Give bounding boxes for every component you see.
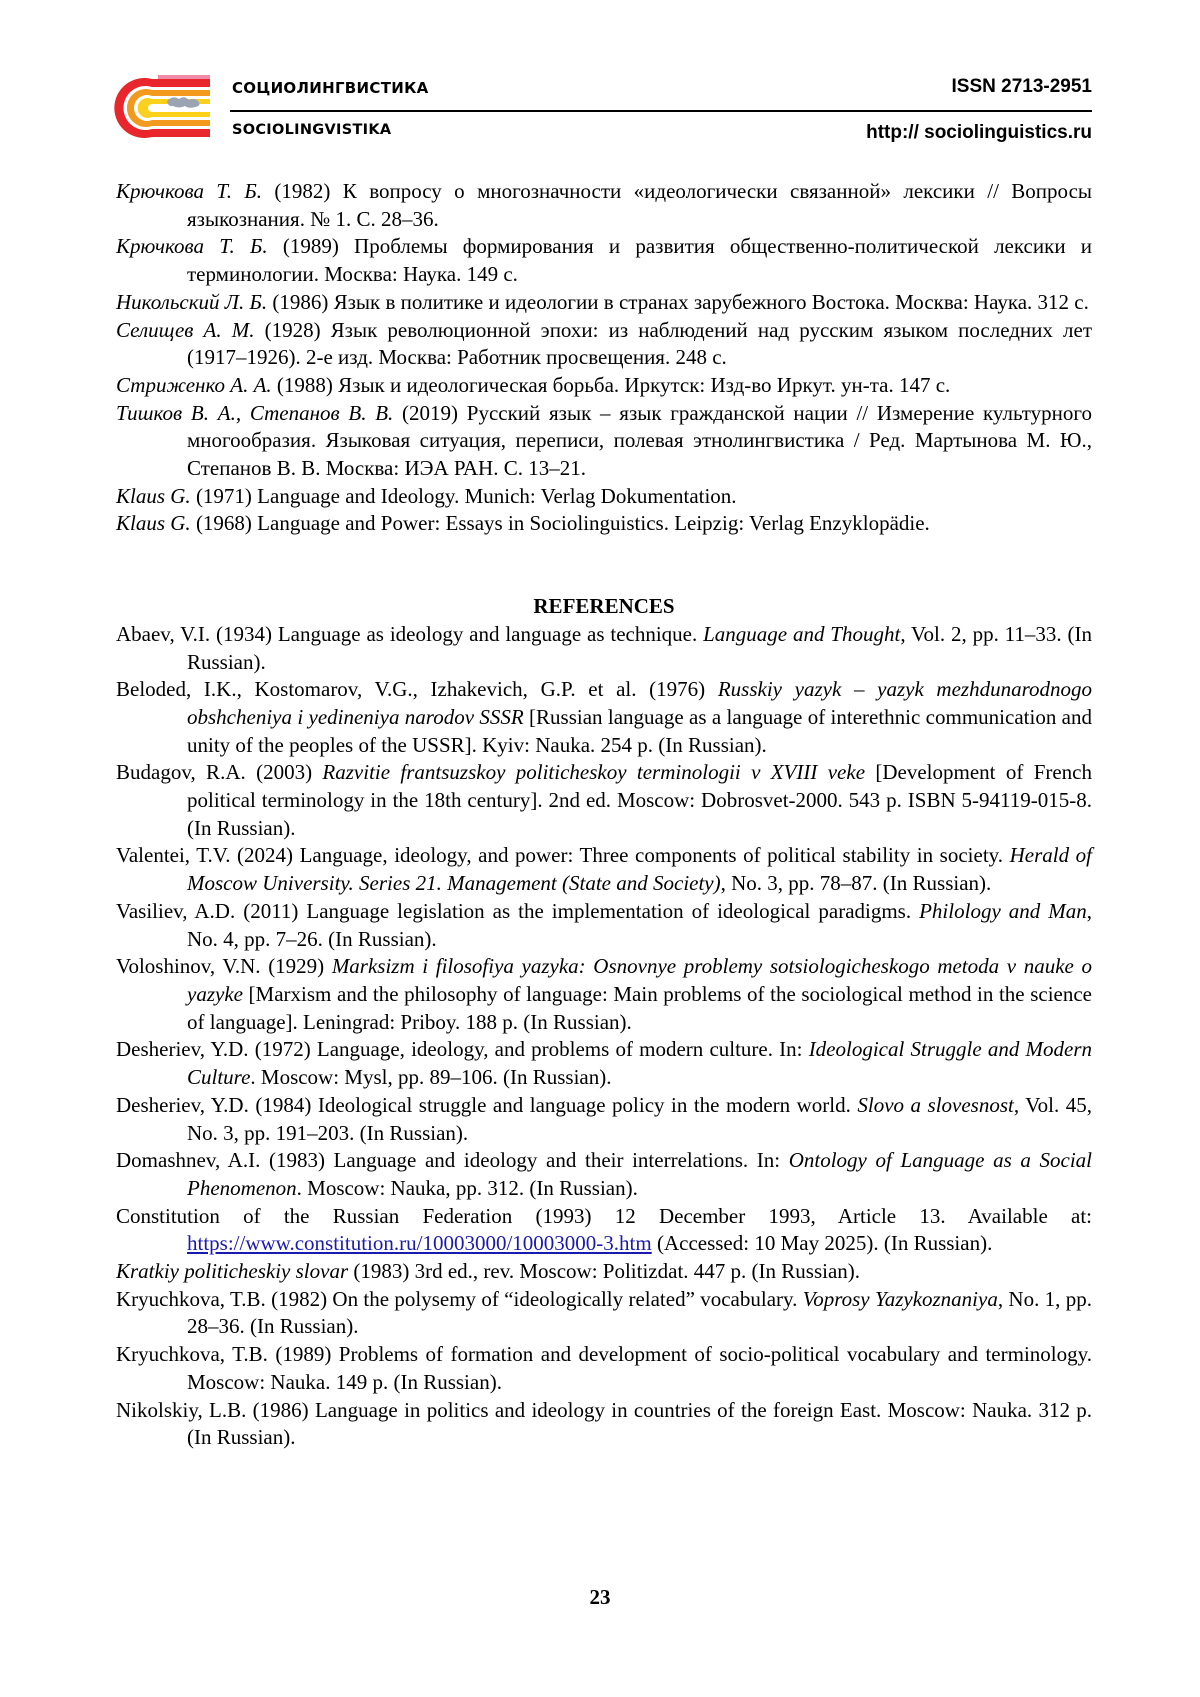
ref-en-8: Desheriev, Y.D. (1984) Ideological struggle and language policy in the modern world. Slovo a slovesnost, Vol. 45, No. 3, pp. 191–203. (In Russian). [116, 1092, 1093, 1145]
ref-en-6: Voloshinov, V.N. (1929) Marksizm i filosofiya yazyka: Osnovnye problemy sotsiologicheskogo metoda v nauke o yazyke [Marxism and the philosophy of language: Main problems of the sociological method in the science of language]. Leningrad: Priboy. 188 p. (In Russian). [116, 954, 1092, 1034]
page-header [112, 70, 1092, 150]
issn-number: ISSN 2713-2951 [951, 76, 1092, 97]
ref-en-13: Nikolskiy, L.B. (1986) Language in politics and ideology in countries of the foreign East. Moscow: Nauka. 312 p. (In Russian). [116, 1397, 1092, 1450]
ref-en-2: Beloded, I.K., Kostomarov, V.G., Izhakevich, G.P. et al. (1976) Russkiy yazyk – yazyk mezhdunarodnogo obshcheniya i yedineniya narodov SSSR [Russian language as a language of interethnic communication and unity of the peoples of the USSR]. Kyiv: Nauka. 254 p. (In Russian). [116, 677, 1092, 757]
ref-ru-4: Селищев А. М. (1928) Язык революционной эпохи: из наблюдений над русским языком последних лет (1917–1926). 2-е изд. Москва: Работник просвещения. 248 с. [116, 317, 1092, 370]
journal-logo [112, 73, 212, 143]
ref-ru-5: Стриженко А. А. (1988) Язык и идеологическая борьба. Иркутск: Изд-во Иркут. ун-та. 147 с. [116, 372, 951, 397]
ref-en-4: Valentei, T.V. (2024) Language, ideology, and power: Three components of political stability in society. Herald of Moscow University. Series 21. Management (State and Society), No. 3, pp. 78–87. (In Russian). [116, 843, 1093, 896]
ref-en-9: Domashnev, A.I. (1983) Language and ideology and their interrelations. In: Ontology of Language as a Social Phenomenon. Moscow: Nauka, pp. 312. (In Russian). [116, 1148, 1092, 1200]
ref-ru-8: Klaus G. (1968) Language and Power: Essays in Sociolinguistics. Leipzig: Verlag Enzyklopädie. [116, 511, 930, 536]
page-number: 23 [589, 1585, 611, 1609]
header-divider [230, 110, 1092, 112]
ref-ru-3: Никольский Л. Б. (1986) Язык в политике и идеологии в странах зарубежного Востока. Москва: Наука. 312 с. [116, 289, 1089, 314]
ref-en-5: Vasiliev, A.D. (2011) Language legislation as the implementation of ideological paradigms. Philology and Man, No. 4, pp. 7–26. (In Russian). [116, 898, 1092, 951]
ref-en-1: Abaev, V.I. (1934) Language as ideology and language as technique. Language and Thought, Vol. 2, pp. 11–33. (In Russian). [116, 621, 1092, 674]
journal-website[interactable]: http:// sociolinguistics.ru [866, 122, 1092, 143]
ref-en-11: Kryuchkova, T.B. (1982) On the polysemy of “ideologically related” vocabulary. Voprosy Yazykoznaniya, No. 1, pp. 28–36. (In Russian). [116, 1286, 1092, 1339]
ref-ru-1: Крючкова Т. Б. (1982) К вопросу о многозначности «идеологически связанной» лексики // Вопросы языкознания. № 1. С. 28–36. [116, 179, 1092, 231]
references-heading: REFERENCES [533, 594, 675, 619]
ref-en-10: Kratkiy politicheskiy slovar (1983) 3rd ed., rev. Moscow: Politizdat. 447 p. (In Russian). [116, 1259, 861, 1284]
ref-en-7: Desheriev, Y.D. (1972) Language, ideology, and problems of modern culture. In: Ideological Struggle and Modern Culture. Moscow: Mysl, pp. 89–106. (In Russian). [116, 1037, 1092, 1090]
ref-en-3: Budagov, R.A. (2003) Razvitie frantsuzskoy politicheskoy terminologii v XVIII veke [Development of French political terminology in the 18th century]. 2nd ed. Moscow: Dobrosvet-2000. 543 p. ISBN 5-94119-015-8. (In Russian). [116, 760, 1093, 840]
ref-ru-7: Klaus G. (1971) Language and Ideology. Munich: Verlag Dokumentation. [116, 483, 737, 508]
ref-constitution: Constitution of the Russian Federation (1993) 12 December 1993, Article 13. Available at: https://www.constitution.ru/10003000/10003000-3.htm (Accessed: 10 May 2025). (In Russian). [116, 1203, 1092, 1256]
journal-name-ru: СОЦИОЛИНГВИСТИКА [232, 79, 429, 97]
ref-en-12: Kryuchkova, T.B. (1989) Problems of formation and development of socio-political vocabulary and terminology. Moscow: Nauka. 149 p. (In Russian). [116, 1342, 1092, 1394]
ref-ru-2: Крючкова Т. Б. (1989) Проблемы формирования и развития общественно-политической лексики и терминологии. Москва: Наука. 149 с. [116, 234, 1093, 287]
bibliography [116, 178, 1092, 1452]
constitution-link[interactable]: https://www.constitution.ru/10003000/10003000-3.htm [187, 1231, 652, 1256]
ref-ru-6: Тишков В. А., Степанов В. В. (2019) Русский язык – язык гражданской нации // Измерение культурного многообразия. Языковая ситуация, переписи, полевая этнолингвистика / Ред. Мартынова М. Ю., Степанов В. В. Москва: ИЭА РАН. С. 13–21. [116, 400, 1092, 481]
journal-name-en: SOCIOLINGVISTIKA [232, 122, 392, 138]
